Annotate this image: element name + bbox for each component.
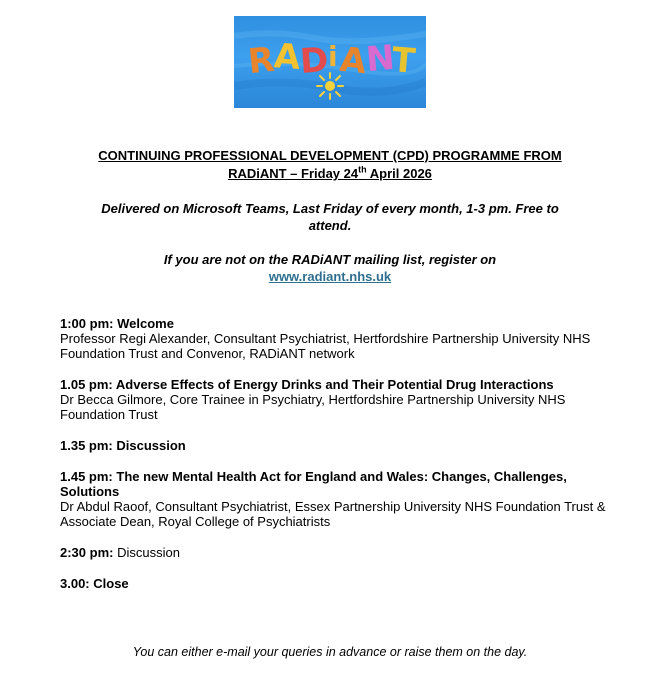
agenda-time: 2:30 pm: [60,545,114,560]
agenda [60,316,620,607]
register-link[interactable]: www.radiant.nhs.uk [268,269,392,284]
agenda-title: Adverse Effects of Energy Drinks and Their Potential Drug Interactions [115,377,554,392]
agenda-title: Discussion [117,545,180,560]
agenda-title: Close [93,576,129,591]
logo-letter: D [298,40,330,82]
logo-letter: R [246,39,277,83]
agenda-item-heading [60,316,620,331]
agenda-time: 1.05 pm: [60,377,113,392]
agenda-speaker: Professor Regi Alexander, Consultant Psychiatrist, Hertfordshire Partnership University NHS Foundation Trust and Convenor, RADiANT network [60,331,591,361]
agenda-item [60,469,620,529]
register-text: If you are not on the RADiANT mailing list, register on [163,252,497,267]
logo-letter: T [390,40,417,82]
logo-lettering [246,36,418,82]
logo-letter: A [272,36,302,78]
logo-letter: N [364,37,397,81]
agenda-time: 3.00: [60,576,90,591]
logo-letter: i [328,40,338,73]
agenda-speaker: Dr Becca Gilmore, Core Trainee in Psychiatry, Hertfordshire Partnership University NHS Foundation Trust [60,392,566,422]
radiant-logo [234,16,426,108]
agenda-title: Discussion [116,438,186,453]
footer-note: You can either e-mail your queries in advance or raise them on the day. [132,645,528,659]
delivery-line1: Delivered on Microsoft Teams, Last Friday of every month, 1-3 pm. Free to [101,201,559,216]
agenda-item-heading [60,469,620,499]
agenda-time: 1.35 pm: [60,438,113,453]
programme-title-line2 [40,165,620,183]
agenda-item [60,576,620,591]
programme-title-ordinal: th [358,164,367,175]
agenda-title: Welcome [117,316,174,331]
agenda-item [60,377,620,422]
programme-title [40,147,620,183]
agenda-speaker: Dr Abdul Raoof, Consultant Psychiatrist, Essex Partnership University NHS Foundation Trust & Associate Dean, Royal College of Psychiatrists [60,499,606,529]
logo-letter: A [337,39,369,83]
register-info [60,251,600,285]
agenda-item [60,316,620,361]
agenda-title: The new Mental Health Act for England and Wales: Changes, Challenges, Solutions [60,469,567,499]
programme-title-line2-pre: RADiANT – Friday 24 [228,166,359,181]
programme-title-line2-post: April 2026 [366,166,432,181]
radiant-logo-art [234,16,426,108]
programme-title-line1: CONTINUING PROFESSIONAL DEVELOPMENT (CPD) PROGRAMME FROM [98,148,562,163]
agenda-item-heading [60,545,620,560]
agenda-item [60,545,620,560]
agenda-item [60,438,620,453]
agenda-item-heading [60,377,620,392]
delivery-line2: attend. [308,218,352,233]
agenda-time: 1.45 pm: [60,469,113,484]
agenda-time: 1:00 pm: [60,316,114,331]
agenda-item-heading [60,438,620,453]
delivery-info [60,200,600,234]
agenda-item-heading [60,576,620,591]
